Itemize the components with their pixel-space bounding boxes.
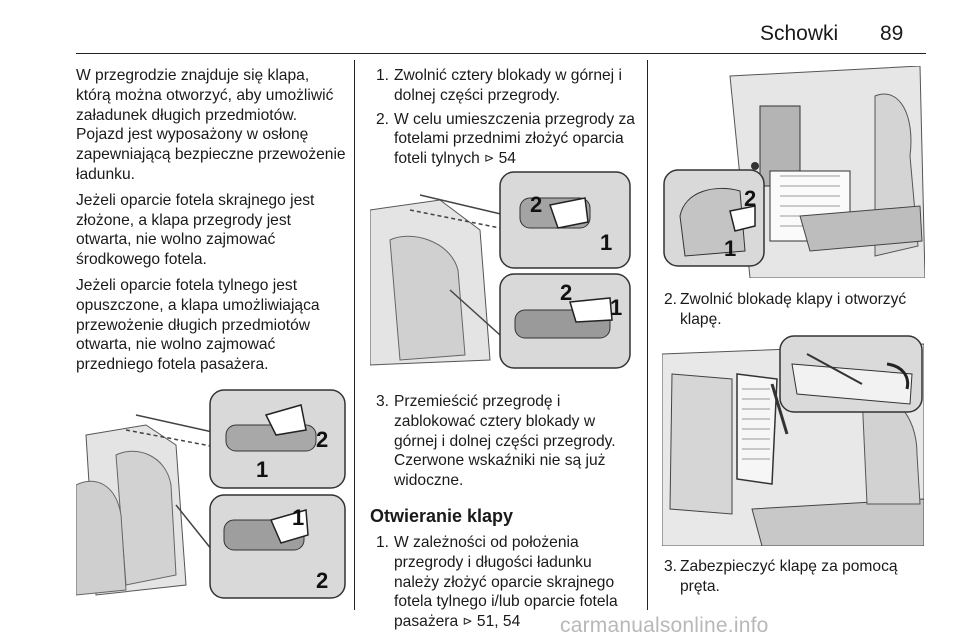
column-divider-2 xyxy=(647,60,648,610)
steps-list-top xyxy=(370,66,640,169)
watermark: carmanualsonline.info xyxy=(560,614,769,637)
figure1-label-1a: 1 xyxy=(256,457,269,482)
column-3-step-3 xyxy=(660,557,928,601)
paragraph-warning-middle-seat: Jeżeli oparcie fotela skrajnego jest złożone, a klapa przegrody jest otwarta, nie wolno zajmować środkowego fotela. xyxy=(76,191,315,269)
column-2 xyxy=(370,66,640,173)
figure-partition-locks xyxy=(76,385,348,601)
paragraph-warning-passenger-seat: Jeżeli oparcie fotela tylnego jest opuszczone, a klapa umożliwiająca przewożenie długich przedmiotów otwarta, nie wolno zajmować przedniego fotela pasażera. xyxy=(76,276,320,374)
page-number: 89 xyxy=(880,22,904,45)
page-ref-arrow-icon: ⊳ xyxy=(462,614,473,629)
figure-flap-open xyxy=(662,334,924,546)
figure1-label-1b: 1 xyxy=(292,505,305,530)
col3-step-2 xyxy=(660,290,928,330)
heading-open-flap: Otwieranie klapy xyxy=(370,505,514,526)
step-2-number: 2. xyxy=(376,110,390,128)
figure1-label-2b: 2 xyxy=(316,568,329,593)
steps-list-col3-bottom xyxy=(660,557,928,597)
step-1 xyxy=(370,66,640,106)
figure2-label-2a: 2 xyxy=(530,192,543,217)
paragraph-partition-flap: W przegrodzie znajduje się klapa, którą można otworzyć, aby umożliwić załadunek długich przedmiotów. Pojazd jest wyposażony w osłonę zapewniającą bezpieczne przewożenie ładunku. xyxy=(76,67,346,183)
step-2-page-ref[interactable]: 54 xyxy=(498,150,516,168)
figure1-label-2a: 2 xyxy=(316,427,329,452)
step-3 xyxy=(370,392,640,491)
step-2-text: W celu umieszczenia przegrody za fotelami przednimi złożyć oparcia foteli tylnych xyxy=(394,110,635,168)
step-1-text: Zwolnić cztery blokady w górnej i dolnej części przegrody. xyxy=(394,67,622,104)
col3-step-2-number: 2. xyxy=(664,291,678,308)
open-step-1-page-ref[interactable]: 51, 54 xyxy=(476,613,521,631)
section-title: Schowki xyxy=(760,22,839,45)
figure3-label-2: 2 xyxy=(744,186,757,211)
step-3-text: Przemieścić przegrodę i zablokować cztery blokady w górnej i dolnej części przegrody. Czerwone wskaźniki nie są już widoczne. xyxy=(394,393,616,490)
page-ref-arrow-icon: ⊳ xyxy=(484,151,495,166)
open-step-1-number: 1. xyxy=(376,533,390,551)
step-1-number: 1. xyxy=(376,67,390,84)
col3-step-2-text: Zwolnić blokadę klapy i otworzyć klapę. xyxy=(680,291,907,328)
steps-list-middle xyxy=(370,392,640,491)
header-divider xyxy=(76,53,926,54)
steps-list-col3-top xyxy=(660,290,928,330)
col3-step-3-number: 3. xyxy=(664,558,678,575)
figure-flap-lock xyxy=(660,66,925,278)
column-1 xyxy=(76,66,348,411)
figure2-label-2b: 2 xyxy=(560,280,573,305)
figure2-label-1a: 1 xyxy=(600,230,613,255)
column-divider-1 xyxy=(354,60,355,610)
figure-release-locks xyxy=(370,170,632,370)
column-2-lower xyxy=(370,392,640,636)
open-step-1-text: W zależności od położenia przegrody i długości ładunku należy złożyć oparcie skrajnego fotela tylnego i/lub oparcie fotela pasażera xyxy=(394,533,618,631)
step-2 xyxy=(370,110,640,169)
column-3-step-2 xyxy=(660,290,928,334)
col3-step-3-text: Zabezpieczyć klapę za pomocą pręta. xyxy=(680,558,898,595)
figure3-label-1: 1 xyxy=(724,236,737,261)
figure2-label-1b: 1 xyxy=(610,295,623,320)
col3-step-3 xyxy=(660,557,928,597)
step-3-number: 3. xyxy=(376,393,390,410)
